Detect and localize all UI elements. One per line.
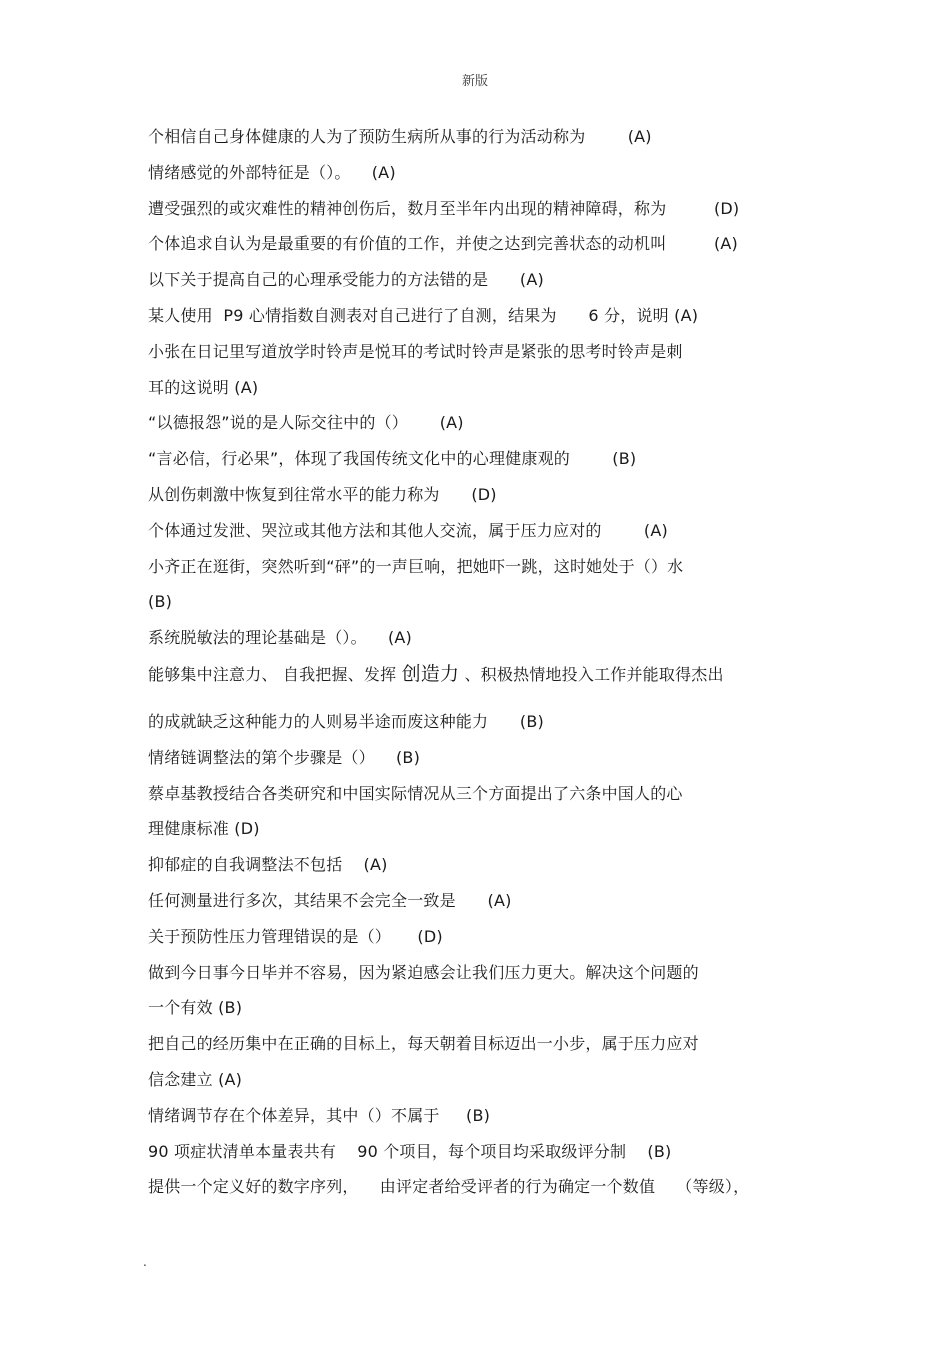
question-line-11: 从创伤刺激中恢复到往常水平的能力称为 (D) bbox=[148, 484, 497, 504]
line-16-part-2: 创造力 bbox=[401, 662, 460, 685]
question-line-19: 蔡卓基教授结合各类研究和中国实际情况从三个方面提出了六条中国人的心 bbox=[148, 783, 683, 803]
question-line-12: 个体通过发泄、哭泣或其他方法和其他人交流，属于压力应对的 (A) bbox=[148, 520, 668, 540]
question-line-16 bbox=[148, 662, 808, 685]
question-line-22: 任何测量进行多次，其结果不会完全一致是 (A) bbox=[148, 890, 512, 910]
question-line-10: “言必信，行必果”，体现了我国传统文化中的心理健康观的 (B) bbox=[148, 449, 637, 469]
question-line-26: 把自己的经历集中在正确的目标上，每天朝着目标迈出一小步，属于压力应对 bbox=[148, 1034, 699, 1054]
question-line-18: 情绪链调整法的第个步骤是（） (B) bbox=[148, 747, 421, 767]
question-line-20: 理健康标准 (D) bbox=[148, 819, 260, 839]
question-line-30: 提供一个定义好的数字序列， 由评定者给受评者的行为确定一个数值 （等级）， bbox=[148, 1177, 750, 1197]
question-line-13: 小齐正在逛街，突然听到“砰”的一声巨响，把她吓一跳，这时她处于（）水 bbox=[148, 556, 684, 576]
question-line-29: 90 项症状清单本量表共有 90 个项目，每个项目均采取级评分制 (B) bbox=[148, 1141, 672, 1161]
page-header: 新版 bbox=[461, 74, 488, 89]
question-line-4: 个体追求自认为是最重要的有价值的工作，并使之达到完善状态的动机叫 (A) bbox=[148, 234, 739, 254]
question-line-6: 某人使用 P9 心情指数自测表对自己进行了自测，结果为 6 分，说明 (A) bbox=[148, 305, 699, 325]
question-line-25: 一个有效 (B) bbox=[148, 998, 243, 1018]
line-16-part-3: 、积极热情地投入工作并能取得杰出 bbox=[459, 664, 724, 684]
question-line-8: 耳的这说明 (A) bbox=[148, 377, 259, 397]
question-line-15: 系统脱敏法的理论基础是（）。 (A) bbox=[148, 628, 412, 648]
question-line-17: 的成就缺乏这种能力的人则易半途而废这种能力 (B) bbox=[148, 711, 544, 731]
question-line-1: 个相信自己身体健康的人为了预防生病所从事的行为活动称为 (A) bbox=[148, 127, 652, 146]
question-line-23: 关于预防性压力管理错误的是（） (D) bbox=[148, 926, 443, 946]
question-line-9: “以德报怨”说的是人际交往中的（） (A) bbox=[148, 413, 464, 433]
question-line-28: 情绪调节存在个体差异，其中（）不属于 (B) bbox=[148, 1105, 491, 1125]
document-body bbox=[148, 128, 808, 1214]
question-line-14: (B) bbox=[148, 592, 173, 612]
line-16-part-1: 能够集中注意力、 自我把握、发挥 bbox=[148, 664, 402, 684]
question-line-3: 遭受强烈的或灾难性的精神创伤后，数月至半年内出现的精神障碍，称为 (D) bbox=[148, 198, 740, 218]
question-line-24: 做到今日事今日毕并不容易，因为紧迫感会让我们压力更大。解决这个问题的 bbox=[148, 962, 699, 982]
footer-mark: . bbox=[143, 1255, 147, 1269]
question-line-2: 情绪感觉的外部特征是（）。 (A) bbox=[148, 162, 396, 182]
question-line-27: 信念建立 (A) bbox=[148, 1069, 243, 1089]
question-line-7: 小张在日记里写道放学时铃声是悦耳的考试时铃声是紧张的思考时铃声是刺 bbox=[148, 341, 683, 361]
question-line-21: 抑郁症的自我调整法不包括 (A) bbox=[148, 855, 388, 875]
question-line-5: 以下关于提高自己的心理承受能力的方法错的是 (A) bbox=[148, 270, 544, 290]
